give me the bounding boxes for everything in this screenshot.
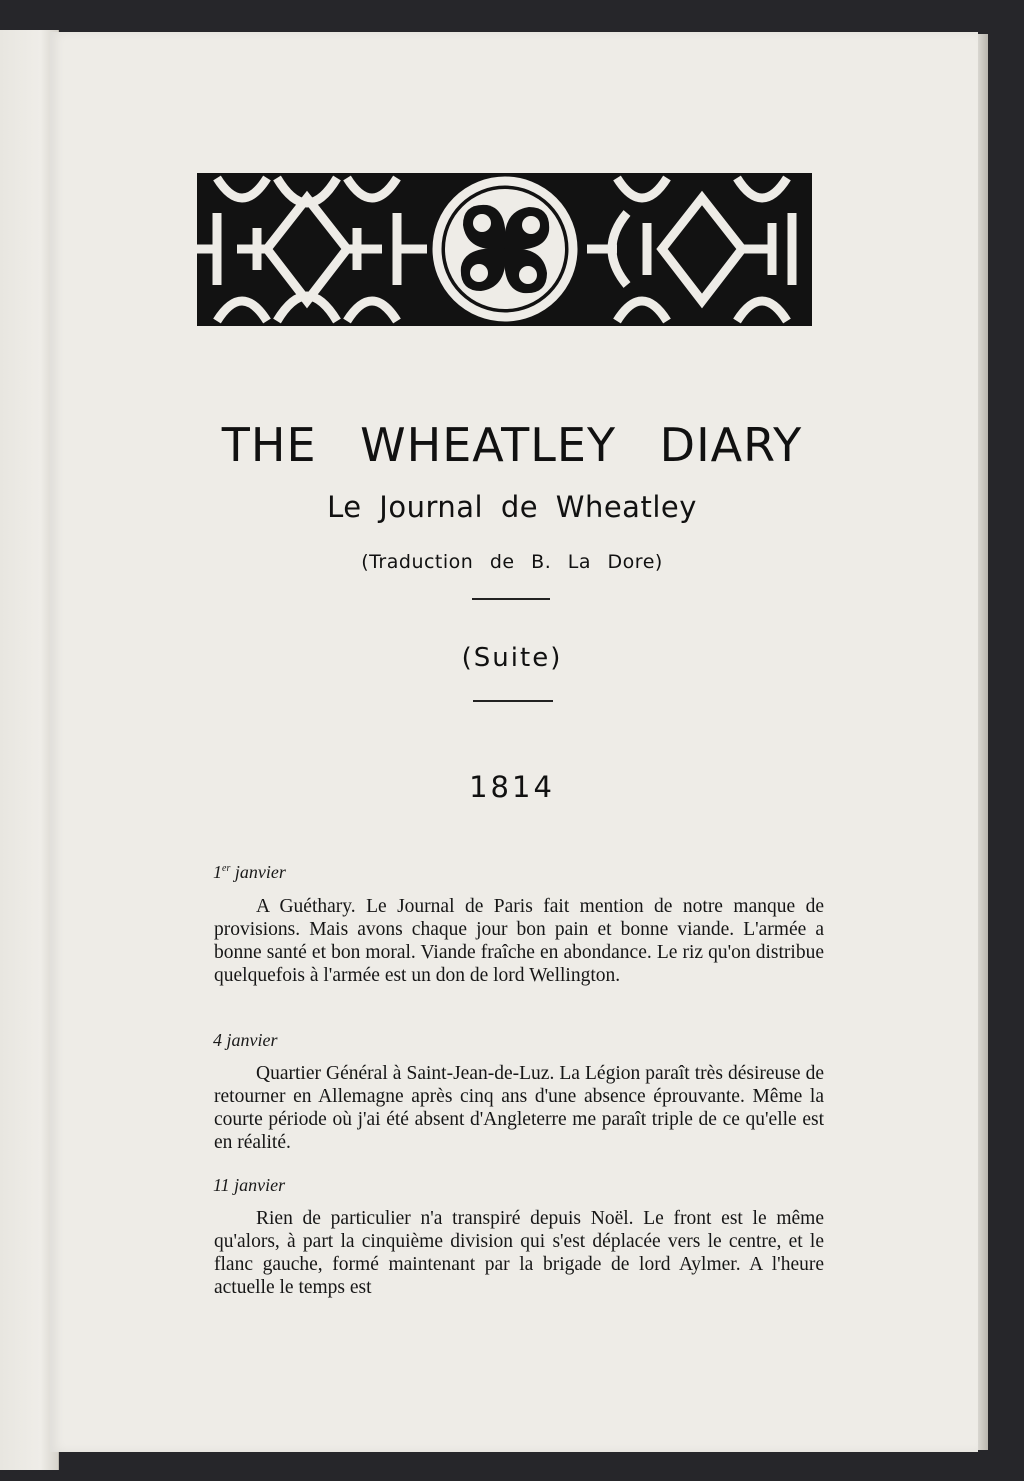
diary-subtitle: Le Journal de Wheatley bbox=[327, 490, 697, 524]
entry-date-number: 1 bbox=[213, 862, 222, 882]
entry-date: 11 janvier bbox=[213, 1175, 286, 1195]
divider-rule bbox=[472, 598, 550, 600]
entry-text: Quartier Général à Saint-Jean-de-Luz. La Légion paraît très désireuse de retourner en Allemagne après cinq ans d'une absence éprouvante. Même la courte période où j'ai été absent d'Angleterre me paraît triple de ce qu'elle est en réalité. bbox=[214, 1063, 824, 1153]
entry-date bbox=[213, 862, 286, 883]
continued-label: (Suite) bbox=[461, 643, 563, 673]
entry-date-month: janvier bbox=[230, 862, 286, 882]
diary-title: THE WHEATLEY DIARY bbox=[221, 418, 803, 472]
basque-lauburu-ornament-icon bbox=[197, 173, 812, 326]
entry-text: A Guéthary. Le Journal de Paris fait mention de notre manque de provisions. Mais avons chaque jour bon pain et bonne viande. L'armée a bonne santé et bon moral. Viande fraîche en abondance. Le riz qu'on distribue quelquefois à l'armée est un don de lord Wellington. bbox=[214, 896, 824, 986]
page-edge bbox=[978, 34, 988, 1450]
year-heading: 1814 bbox=[469, 770, 555, 804]
entry-date-suffix: er bbox=[222, 863, 231, 874]
divider-rule bbox=[473, 700, 553, 702]
translator-credit: (Traduction de B. La Dore) bbox=[361, 551, 663, 573]
entry-text: Rien de particulier n'a transpiré depuis Noël. Le front est le même qu'alors, à part la cinquième division qui s'est déplacée vers le centre, et le flanc gauche, formé maintenant par la brigade de lord Aylmer. A l'heure actuelle le temps est bbox=[214, 1208, 824, 1298]
entry-date: 4 janvier bbox=[213, 1030, 278, 1050]
